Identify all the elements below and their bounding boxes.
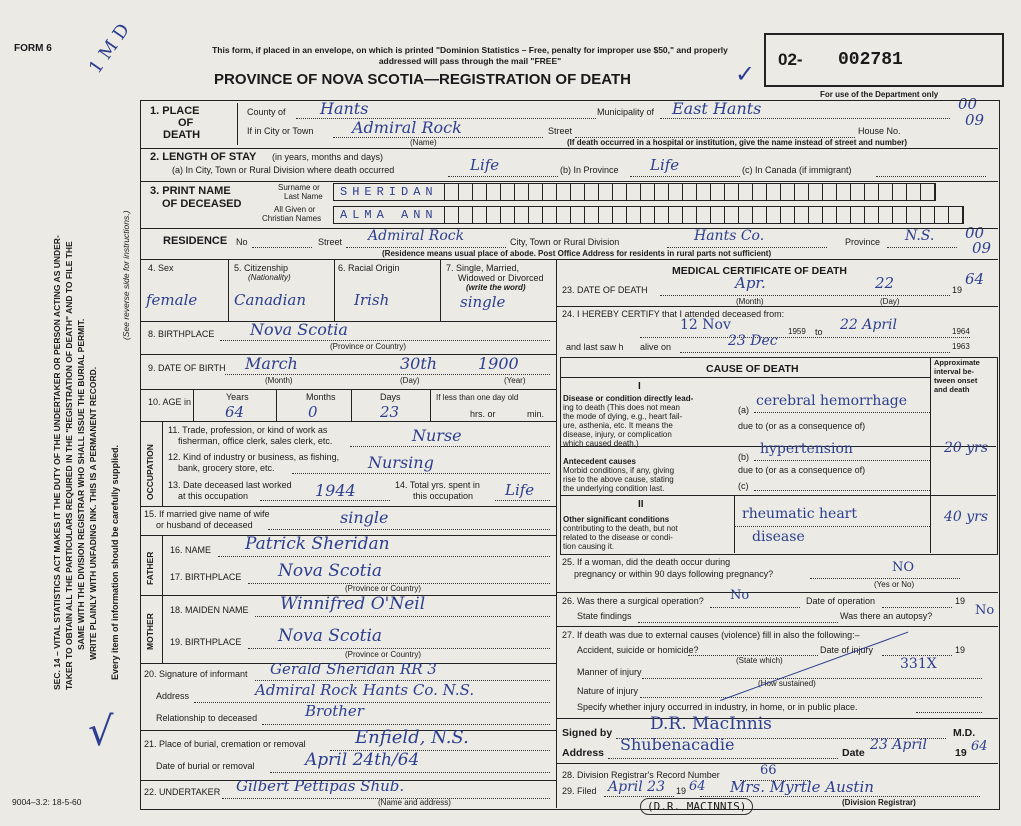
stay-city-value: Life bbox=[470, 156, 500, 174]
sex-label: 4. Sex bbox=[148, 263, 174, 273]
marital-value: single bbox=[460, 293, 506, 311]
mother-birthplace-label: 19. BIRTHPLACE bbox=[170, 637, 242, 647]
date-of-death-19: 19 bbox=[952, 285, 963, 295]
last-saw-date: 23 Dec bbox=[728, 333, 778, 349]
hospital-note: (If death occurred in a hospital or institution, give the name instead of street and number) bbox=[567, 138, 908, 147]
father-birthplace-value: Nova Scotia bbox=[278, 561, 383, 581]
informant-value: Gerald Sheridan RR 3 bbox=[270, 660, 437, 678]
industry-label-2: bank, grocery store, etc. bbox=[178, 463, 275, 473]
last-saw-year: 1963 bbox=[952, 342, 970, 351]
birthplace-value: Nova Scotia bbox=[250, 320, 348, 339]
s1-label-3: DEATH bbox=[163, 129, 201, 141]
injury-date-label: Date of injury bbox=[820, 645, 874, 655]
date-of-death-day: 22 bbox=[875, 274, 895, 292]
dept-code-3: 00 bbox=[965, 224, 985, 242]
antecedent-3: rise to the above cause, stating bbox=[563, 475, 674, 484]
residence-label: RESIDENCE bbox=[163, 235, 228, 247]
antecedent-1: Antecedent causes bbox=[563, 457, 636, 466]
age-months-label: Months bbox=[306, 392, 336, 402]
spouse-label-1: 15. If married give name of wife bbox=[144, 509, 270, 519]
residence-no-label: No bbox=[236, 237, 248, 247]
due-to-2: due to (or as a consequence of) bbox=[738, 465, 866, 475]
citizenship-label-2: (Nationality) bbox=[248, 273, 291, 282]
manner-label: Manner of injury bbox=[577, 667, 642, 677]
signed-by-value: D.R. MacInnis bbox=[650, 714, 772, 734]
father-name-label: 16. NAME bbox=[170, 545, 212, 555]
cause-b-label: (b) bbox=[738, 452, 749, 462]
other-cond-value-1: rheumatic heart bbox=[742, 506, 857, 522]
total-yrs-label-1: 14. Total yrs. spent in bbox=[395, 480, 480, 490]
last-worked-label-1: 13. Date deceased last worked bbox=[168, 480, 292, 490]
city-label: If in City or Town bbox=[247, 126, 314, 136]
attended-from-date: 12 Nov bbox=[680, 317, 731, 333]
checkmark: ✓ bbox=[735, 60, 756, 88]
residence-province-label: Province bbox=[845, 237, 881, 247]
autopsy-label: Was there an autopsy? bbox=[840, 611, 933, 621]
injury-date-19: 19 bbox=[955, 645, 966, 655]
surname-label-2: Last Name bbox=[284, 192, 323, 201]
s3-label-1: 3. PRINT NAME bbox=[150, 185, 231, 197]
burial-place-value: Enfield, N.S. bbox=[355, 727, 469, 748]
doctor-address-value: Shubenacadie bbox=[620, 735, 735, 754]
antecedent-4: the underlying condition last. bbox=[563, 484, 665, 493]
burial-place-label: 21. Place of burial, cremation or removal bbox=[144, 739, 306, 749]
margin-checkmark: √ bbox=[88, 709, 114, 755]
dept-code-4: 09 bbox=[972, 239, 992, 257]
attended-to-date: 22 April bbox=[840, 317, 897, 333]
date-of-death-day-sub: (Day) bbox=[880, 297, 900, 306]
margin-instruction-2: TAKER TO OBTAIN ALL THE PARTICULARS REQUIRED IN THE "REGISTRATION OF DEATH" AND TO FILE THE bbox=[64, 241, 74, 690]
filed-19: 19 bbox=[676, 786, 687, 796]
stay-province-label: (b) In Province bbox=[560, 165, 619, 175]
cause-b-value: hypertension bbox=[760, 441, 853, 457]
house-no-label: House No. bbox=[858, 126, 901, 136]
accident-label: Accident, suicide or homicide? bbox=[577, 645, 699, 655]
margin-instruction-6: (See reverse side for instructions.) bbox=[121, 210, 131, 340]
registrar-stamp: (D.R. MACINNIS) bbox=[640, 798, 753, 815]
given-names-grid bbox=[333, 206, 964, 224]
cause-desc-1: Disease or condition directly lead- bbox=[563, 394, 694, 403]
registration-number-box bbox=[764, 33, 1004, 87]
age-days-value: 23 bbox=[380, 403, 400, 421]
pregnancy-label-2: pregnancy or within 90 days following pregnancy? bbox=[574, 569, 774, 579]
maiden-name-label: 18. MAIDEN NAME bbox=[170, 605, 249, 615]
registrar-name: Mrs. Myrtle Austin bbox=[730, 778, 874, 796]
pregnancy-sub: (Yes or No) bbox=[874, 580, 915, 589]
informant-label: 20. Signature of informant bbox=[144, 669, 248, 679]
father-birthplace-sub: (Province or Country) bbox=[345, 584, 422, 593]
dob-label: 9. DATE OF BIRTH bbox=[148, 363, 226, 373]
alive-on-label: alive on bbox=[640, 342, 672, 352]
occupation-side-label: OCCUPATION bbox=[145, 444, 155, 500]
birthplace-sub: (Province or Country) bbox=[330, 342, 407, 351]
city-value: Admiral Rock bbox=[352, 118, 462, 137]
informant-address-label: Address bbox=[156, 691, 190, 701]
interval-label-2: interval be- bbox=[934, 367, 975, 376]
specify-label: Specify whether injury occurred in industry, in home, or in public place. bbox=[577, 702, 858, 712]
antecedent-2: Morbid conditions, if any, giving bbox=[563, 466, 675, 475]
attended-to-year: 1964 bbox=[952, 327, 970, 336]
cause-title: CAUSE OF DEATH bbox=[706, 363, 799, 375]
maiden-name-value: Winnifred O'Neil bbox=[280, 594, 426, 614]
s2-label: 2. LENGTH OF STAY bbox=[150, 151, 257, 163]
pregnancy-label-1: 25. If a woman, did the death occur during bbox=[562, 557, 731, 567]
filed-date: April 23 bbox=[608, 779, 665, 795]
racial-origin-label: 6. Racial Origin bbox=[338, 263, 400, 273]
total-yrs-value: Life bbox=[505, 481, 535, 499]
filed-year: 64 bbox=[689, 779, 706, 794]
roman-one: I bbox=[638, 381, 641, 392]
doctor-address-label: Address bbox=[562, 747, 605, 759]
how-sustained: (How sustained) bbox=[758, 679, 816, 688]
spouse-value: single bbox=[340, 508, 389, 527]
attended-from-year: 1959 bbox=[788, 327, 806, 336]
father-name-value: Patrick Sheridan bbox=[245, 534, 390, 554]
racial-origin-value: Irish bbox=[354, 291, 390, 309]
residence-city-value: Hants Co. bbox=[694, 228, 765, 244]
age-days-label: Days bbox=[380, 392, 401, 402]
age-years-label: Years bbox=[226, 392, 249, 402]
marital-label-2: Widowed or Divorced bbox=[458, 273, 544, 283]
surgery-label: 26. Was there a surgical operation? bbox=[562, 596, 704, 606]
residence-street-label: Street bbox=[318, 237, 343, 247]
other-cond-value-2: disease bbox=[752, 529, 805, 545]
header-notice: This form, if placed in an envelope, on which is printed "Dominion Statistics – Free, penalty for improper use $50," and properly addressed will pass through the mail "FREE" bbox=[212, 45, 728, 66]
cause-c-label: (c) bbox=[738, 481, 749, 491]
interval-label-3: tween onset bbox=[934, 376, 978, 385]
stay-province-value: Life bbox=[650, 156, 680, 174]
sign-date-value: 23 April bbox=[870, 737, 927, 753]
filed-label: 29. Filed bbox=[562, 786, 597, 796]
surname-label-1: Surname or bbox=[278, 183, 320, 192]
s3-label-2: OF DECEASED bbox=[162, 198, 242, 210]
surgery-date-19: 19 bbox=[955, 596, 966, 606]
father-birthplace-label: 17. BIRTHPLACE bbox=[170, 572, 242, 582]
other-cond-interval: 40 yrs bbox=[944, 509, 989, 525]
mother-side-label: MOTHER bbox=[145, 613, 155, 650]
medical-cert-title: MEDICAL CERTIFICATE OF DEATH bbox=[672, 265, 847, 277]
registrar-sub: (Division Registrar) bbox=[842, 798, 916, 807]
undertaker-label: 22. UNDERTAKER bbox=[144, 787, 221, 797]
date-of-death-month: Apr. bbox=[735, 274, 766, 292]
marital-label-1: 7. Single, Married, bbox=[446, 263, 520, 273]
trade-label-1: 11. Trade, profession, or kind of work as bbox=[168, 425, 328, 435]
age-label: 10. AGE in bbox=[148, 397, 192, 407]
dob-month: March bbox=[245, 354, 298, 373]
father-side-label: FATHER bbox=[145, 551, 155, 585]
relationship-value: Brother bbox=[305, 702, 364, 720]
dob-year-sub: (Year) bbox=[504, 376, 526, 385]
due-to-1: due to (or as a consequence of) bbox=[738, 421, 866, 431]
s1-label-1: 1. PLACE bbox=[150, 105, 200, 117]
roman-two: II bbox=[638, 499, 644, 510]
mother-birthplace-value: Nova Scotia bbox=[278, 626, 383, 646]
citizenship-label-1: 5. Citizenship bbox=[234, 263, 289, 273]
dob-year: 1900 bbox=[478, 354, 519, 373]
industry-value: Nursing bbox=[368, 453, 434, 472]
dept-use-label: For use of the Department only bbox=[820, 90, 939, 99]
dob-month-sub: (Month) bbox=[265, 376, 293, 385]
dept-code-1: 00 bbox=[958, 95, 978, 113]
date-of-death-year: 64 bbox=[965, 270, 985, 288]
stay-city-label: (a) In City, Town or Rural Division where death occurred bbox=[172, 165, 395, 175]
footer-code: 9004–3.2: 18-5-60 bbox=[12, 797, 82, 807]
cause-a-value: cerebral hemorrhage bbox=[756, 393, 908, 409]
cause-a-label: (a) bbox=[738, 405, 749, 415]
county-label: County of bbox=[247, 107, 286, 117]
age-lt-day-label: If less than one day old bbox=[436, 393, 519, 402]
sex-value: female bbox=[146, 291, 198, 309]
interval-label-4: and death bbox=[934, 385, 970, 394]
sign-date-19: 19 bbox=[955, 747, 967, 759]
reg-number: 002781 bbox=[838, 50, 903, 70]
sign-date-year: 64 bbox=[971, 739, 988, 754]
form-title: PROVINCE OF NOVA SCOTIA—REGISTRATION OF DEATH bbox=[214, 71, 631, 88]
undertaker-sub: (Name and address) bbox=[378, 798, 451, 807]
relationship-label: Relationship to deceased bbox=[156, 713, 258, 723]
sign-date-label: Date bbox=[842, 747, 865, 759]
surname-grid bbox=[333, 183, 936, 201]
informant-address-value: Admiral Rock Hants Co. N.S. bbox=[255, 681, 475, 699]
residence-street-value: Admiral Rock bbox=[368, 228, 465, 244]
attended-label: 24. I HEREBY CERTIFY that I attended deceased from: bbox=[562, 309, 785, 319]
margin-instruction-3: SAME WITH THE DIVISION REGISTRAR WHO SHALL ISSUE THE BURIAL PERMIT. bbox=[76, 318, 86, 650]
date-of-death-label: 23. DATE OF DEATH bbox=[562, 285, 648, 295]
reg-prefix: 02- bbox=[778, 50, 803, 69]
findings-label: State findings bbox=[577, 611, 632, 621]
age-years-value: 64 bbox=[225, 403, 245, 421]
spouse-label-2: or husband of deceased bbox=[156, 520, 253, 530]
county-value: Hants bbox=[320, 99, 369, 118]
municipality-value: East Hants bbox=[672, 99, 762, 118]
surgery-date-label: Date of operation bbox=[806, 596, 876, 606]
marital-label-3: (write the word) bbox=[466, 283, 526, 292]
other-cond-2: contributing to the death, but not bbox=[563, 524, 678, 533]
dob-day-sub: (Day) bbox=[400, 376, 420, 385]
nature-label: Nature of injury bbox=[577, 686, 639, 696]
residence-city-label: City, Town or Rural Division bbox=[510, 237, 620, 247]
mother-birthplace-sub: (Province or Country) bbox=[345, 650, 422, 659]
margin-instruction-1: SEC. 14 – VITAL STATISTICS ACT MAKES IT THE DUTY OF THE UNDERTAKER OR PERSON ACTING AS UNDER- bbox=[52, 235, 62, 690]
form-number: FORM 6 bbox=[14, 43, 52, 54]
municipality-label: Municipality of bbox=[597, 107, 655, 117]
given-names-value: ALMA ANN bbox=[334, 207, 445, 223]
signed-by-label: Signed by bbox=[562, 727, 613, 739]
state-which: (State which) bbox=[736, 656, 783, 665]
cause-desc-3: the mode of dying, e.g., heart fail- bbox=[563, 412, 683, 421]
age-months-value: 0 bbox=[308, 403, 318, 421]
other-cond-3: related to the disease or condi- bbox=[563, 533, 673, 542]
margin-instruction-5: Every item of information should be carefully supplied. bbox=[110, 444, 120, 680]
burial-date-value: April 24th/64 bbox=[305, 750, 420, 770]
industry-label-1: 12. Kind of industry or business, as fishing, bbox=[168, 452, 340, 462]
surname-value: SHERIDAN bbox=[334, 184, 445, 200]
record-number-label: 28. Division Registrar's Record Number bbox=[562, 770, 720, 780]
injury-code: 331X bbox=[900, 656, 937, 672]
given-label-1: All Given or bbox=[274, 205, 316, 214]
undertaker-value: Gilbert Pettipas Shub. bbox=[236, 777, 405, 795]
residence-province-value: N.S. bbox=[905, 228, 935, 244]
last-saw-label: and last saw h bbox=[566, 342, 624, 352]
cause-desc-6: which caused death.) bbox=[563, 439, 639, 448]
other-cond-4: tion causing it. bbox=[563, 542, 615, 551]
city-name-sub: (Name) bbox=[410, 138, 437, 147]
external-cause-label: 27. If death was due to external causes (violence) fill in also the following:– bbox=[562, 630, 860, 640]
trade-value: Nurse bbox=[412, 426, 462, 445]
last-worked-label-2: at this occupation bbox=[178, 491, 249, 501]
birthplace-label: 8. BIRTHPLACE bbox=[148, 329, 215, 339]
citizenship-value: Canadian bbox=[234, 291, 307, 309]
pregnancy-value: NO bbox=[892, 560, 915, 575]
residence-note: (Residence means usual place of abode. Post Office Address for residents in rural parts not sufficient) bbox=[382, 249, 772, 258]
s1-label-2: OF bbox=[178, 117, 194, 129]
dept-code-2: 09 bbox=[965, 111, 985, 129]
dob-day: 30th bbox=[400, 354, 438, 373]
given-label-2: Christian Names bbox=[262, 214, 322, 223]
cause-b-interval: 20 yrs bbox=[944, 440, 989, 456]
cause-desc-4: ure, asthenia, etc. It means the bbox=[563, 421, 673, 430]
interval-label-1: Approximate bbox=[934, 358, 980, 367]
margin-instruction-4: WRITE PLAINLY WITH UNFADING INK. THIS IS A PERMANENT RECORD. bbox=[88, 366, 98, 660]
surgery-value: No bbox=[730, 588, 750, 603]
last-worked-value: 1944 bbox=[315, 481, 356, 500]
corner-annotation: 1 M D bbox=[84, 19, 135, 78]
total-yrs-label-2: this occupation bbox=[413, 491, 474, 501]
burial-date-label: Date of burial or removal bbox=[156, 761, 255, 771]
md-label: M.D. bbox=[953, 727, 976, 739]
other-cond-1: Other significant conditions bbox=[563, 515, 670, 524]
attended-to-word: to bbox=[815, 327, 823, 337]
record-number-value: 66 bbox=[760, 763, 777, 778]
trade-label-2: fisherman, office clerk, sales clerk, etc. bbox=[178, 436, 333, 446]
cause-desc-2: ing to death (This does not mean bbox=[563, 403, 680, 412]
autopsy-value: No bbox=[975, 603, 995, 618]
s2-sub: (in years, months and days) bbox=[272, 152, 384, 162]
date-of-death-month-sub: (Month) bbox=[736, 297, 764, 306]
cause-desc-5: disease, injury, or complication bbox=[563, 430, 672, 439]
age-min-label: min. bbox=[527, 409, 545, 419]
age-hrs-label: hrs. or bbox=[470, 409, 496, 419]
stay-canada-label: (c) In Canada (if immigrant) bbox=[742, 165, 852, 175]
street-label: Street bbox=[548, 126, 573, 136]
